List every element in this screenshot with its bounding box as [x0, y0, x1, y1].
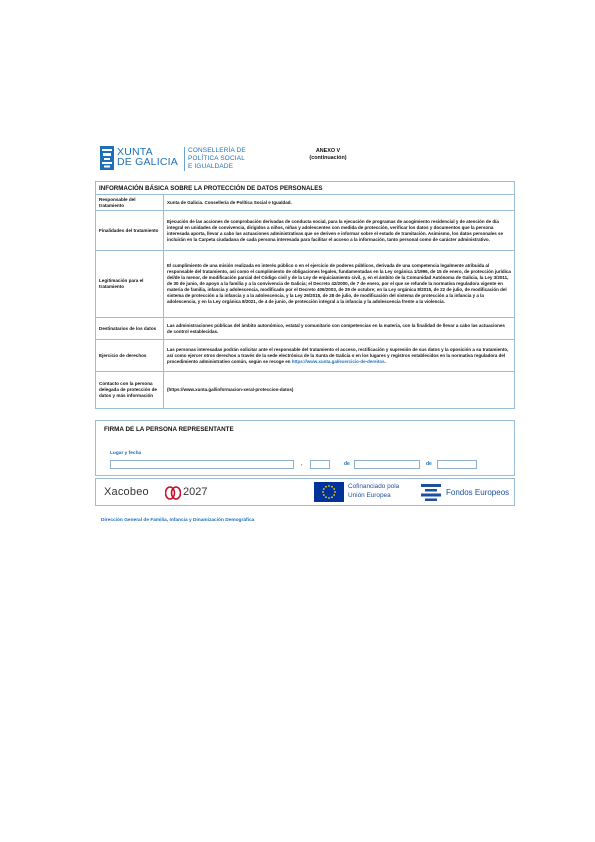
logo-line-1: XUNTA — [117, 146, 153, 158]
comma-separator: , — [301, 461, 303, 467]
annex-subtitle: (continuación) — [309, 155, 347, 161]
month-input[interactable] — [354, 460, 420, 469]
row-text: Ejecución de las acciones de comprobación derivadas de conducta social, para la ejecución de programas de acogimiento residencial y de atención de día integral en unidades de convivencia, dirigidos a niños, niñas y adolescentes con medida de protección, verificar los datos y documentos que la persona interesada aporta, llevar a cabo las actuaciones administrativas que se deriven e informar sobre el estado de tramitación. Asimismo, los datos personales se incluirán en la Carpeta ciudadana de cada persona interesada para facilitar el acceso a la información, tanto personal como de carácter administrativo. — [167, 218, 503, 242]
row-text: Xunta de Galicia. Consellería de Política Social e Igualdad. — [167, 199, 292, 205]
fondos-europeos-text: Fondos Europeos — [446, 488, 510, 497]
xacobeo-logo-text: Xacobeo — [104, 486, 149, 498]
de-label-1: de — [344, 461, 350, 467]
de-label-2: de — [426, 461, 432, 467]
table-row — [96, 340, 514, 372]
xacobeo-year: 2027 — [183, 486, 208, 498]
row-label: Ejercicio de derechos — [96, 340, 164, 371]
logo-line-2: DE GALICIA — [117, 156, 178, 168]
year-input[interactable] — [437, 460, 477, 469]
row-text: El cumplimiento de una misión realizada en interés público o en el ejercicio de poderes públicos, derivada de una competencia legalmente atribuida al responsable del tratamiento, así como el cumplimiento de obligaciones legales, fundamentadas en la Ley orgánica 1/1996, de 15 de enero, de protección jurídica del/de la menor, de modificación parcial del Código civil y de la Ley de enjuiciamiento civil, y, en el ámbito de la Comunidad Autónoma de Galicia, la Ley 3/2011, de 30 de junio, de apoyo a la familia y a la convivencia de Galicia; el Decreto 42/2000, de 7 de enero, por el que se refunde la normativa reguladora vigente en materia de familia, infancia y adolescencia, modificado por el Decreto 406/2003, de 29 de octubre; en la Ley orgánica 8/2015, de 22 de julio, de modificación del sistema de protección a la infancia y a la adolescencia, y la Ley 26/2015, de 28 de julio, de modificación del sistema de protección a la infancia y a la adolescencia, y en la Ley orgánica 8/2021, de 4 de junio, de protección integral a la infancia y la adolescencia frente a la violencia. — [167, 263, 511, 304]
fondos-europeos-icon — [421, 484, 441, 502]
footer-department: Dirección General de Familia, Infancia y Dinamización Demográfica — [101, 518, 255, 523]
row-label: Finalidades del tratamiento — [96, 211, 164, 250]
row-text: Las administraciones públicas del ámbito autonómico, estatal y comunitario con competencias en la materia, con la finalidad de llevar a cabo las actuaciones de control establecidas. — [167, 322, 505, 334]
galicia-emblem-icon — [100, 146, 114, 170]
eu-line-2: Unión Europea — [348, 491, 391, 499]
row-label: Destinatarios de los datos — [96, 318, 164, 339]
department-line-1: CONSELLERÍA DE — [188, 147, 246, 154]
funding-logos — [95, 478, 515, 506]
logo-divider — [184, 147, 185, 171]
day-input[interactable] — [310, 460, 330, 469]
department-line-2: POLÍTICA SOCIAL — [188, 154, 245, 162]
row-label: Responsable del tratamiento — [96, 195, 164, 210]
annex-title: ANEXO V — [315, 148, 341, 154]
signature-section — [95, 420, 515, 476]
rights-link[interactable]: https://www.xunta.gal/exercicio-de-dereitos — [291, 358, 385, 364]
xunta-logo — [100, 146, 250, 174]
table-row — [96, 372, 514, 408]
place-date-label: Lugar y fecha — [110, 451, 142, 456]
row-label: Contacto con la persona delegada de protección de datos y más información — [96, 372, 164, 408]
department-line-3: E IGUALDADE — [188, 162, 234, 170]
rights-text: Las personas interesadas podrán solicitar ante el responsable del tratamiento el acceso, rectificación y supresión de sus datos y la oposición a su tratamiento, así como ejercer otros derechos a través de la sede electrónica de la Xunta de Galicia o en los lugares y registros establecidos en la normativa reguladora del procedimiento administrativo común, según se recoge en — [167, 346, 509, 364]
eu-cofinanced-text — [348, 483, 399, 500]
signature-title: FIRMA DE LA PERSONA REPRESENTANTE — [104, 426, 234, 433]
row-label: Legitimación para el tratamiento — [96, 251, 164, 317]
xacobeo-shell-icon — [165, 486, 181, 500]
annex-heading — [298, 148, 358, 162]
data-protection-table — [95, 181, 515, 409]
department-name — [188, 147, 246, 170]
table-row — [96, 318, 514, 340]
eu-flag-icon — [314, 482, 344, 502]
row-text: (https://www.xunta.gal/informacion-xeral-proteccion-datos) — [167, 387, 294, 392]
table-row — [96, 251, 514, 318]
table-row — [96, 211, 514, 251]
document-header — [100, 146, 515, 174]
place-input[interactable] — [110, 460, 294, 469]
xunta-logo-text — [117, 147, 178, 167]
table-row — [96, 195, 514, 211]
row-text: Las personas interesadas podrán solicitar ante el responsable del tratamiento el acceso, rectificación y supresión de sus datos y la oposición a su tratamiento, así como ejercer otros derechos a través de la sede electrónica de la Xunta de Galicia o en los lugares y registros establecidos en la normativa reguladora del procedimiento administrativo común, según se recoge en https://www.xunta.gal/exercicio-de-dereitos. — [167, 346, 509, 364]
data-protection-title: INFORMACIÓN BÁSICA SOBRE LA PROTECCIÓN DE DATOS PERSONALES — [96, 182, 514, 195]
eu-line-1: Cofinanciado pola — [348, 483, 400, 490]
